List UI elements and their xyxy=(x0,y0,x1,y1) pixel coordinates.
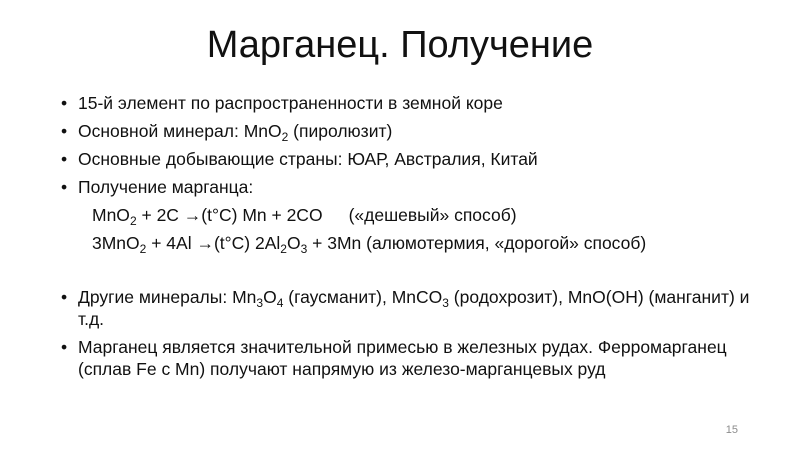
bullet-marker: • xyxy=(61,93,68,113)
equation-note: («дешевый» способ) xyxy=(348,205,517,225)
bullet-countries xyxy=(60,148,760,170)
bullet-main-mineral xyxy=(60,120,760,142)
bullet-production xyxy=(60,176,760,198)
slide-title: Марганец. Получение xyxy=(206,24,594,66)
equation-aluminothermic: 3MnO$_2$ + 4Al →(t°C) $2Al_2O_3 + 3Mn$ (алюмотермия, «дорогой» способ) xyxy=(92,233,647,256)
bullet-text: 15-й элемент по распространенности в земной коре xyxy=(78,93,503,113)
equation-carbothermic: MnO$_2$ + 2C →(t°C) Mn + 2CO («дешевый» способ) xyxy=(92,205,517,228)
bullet-marker: • xyxy=(61,177,68,197)
bullet-marker: • xyxy=(61,149,68,169)
bullet-marker: • xyxy=(61,121,68,141)
bullet-text: Получение марганца: xyxy=(78,177,254,197)
bullet-text: Основной минерал: MnO$_2$ (пиролюзит) xyxy=(78,121,393,144)
bullet-text: Марганец является значительной примесью в железных рудах. Ферромарганец (сплав Fe с Mn) получают напрямую из железо-марганцевых руд xyxy=(78,337,727,379)
bullet-marker: • xyxy=(61,337,68,357)
bullet-ferromanganese xyxy=(60,336,760,380)
spacer xyxy=(60,260,760,286)
slide-content xyxy=(60,92,760,386)
bullet-marker: • xyxy=(61,287,68,307)
bullet-other-minerals xyxy=(60,286,760,330)
bullet-text: Другие минералы: $Mn_3O_4$ (гаусманит), MnCO$_3$ (родохрозит), MnO(OH) (манганит) и т.д. xyxy=(78,287,750,329)
bullet-text: Основные добывающие страны: ЮАР, Австралия, Китай xyxy=(78,149,538,169)
bullet-rank xyxy=(60,92,760,114)
page-number: 15 xyxy=(725,424,738,436)
